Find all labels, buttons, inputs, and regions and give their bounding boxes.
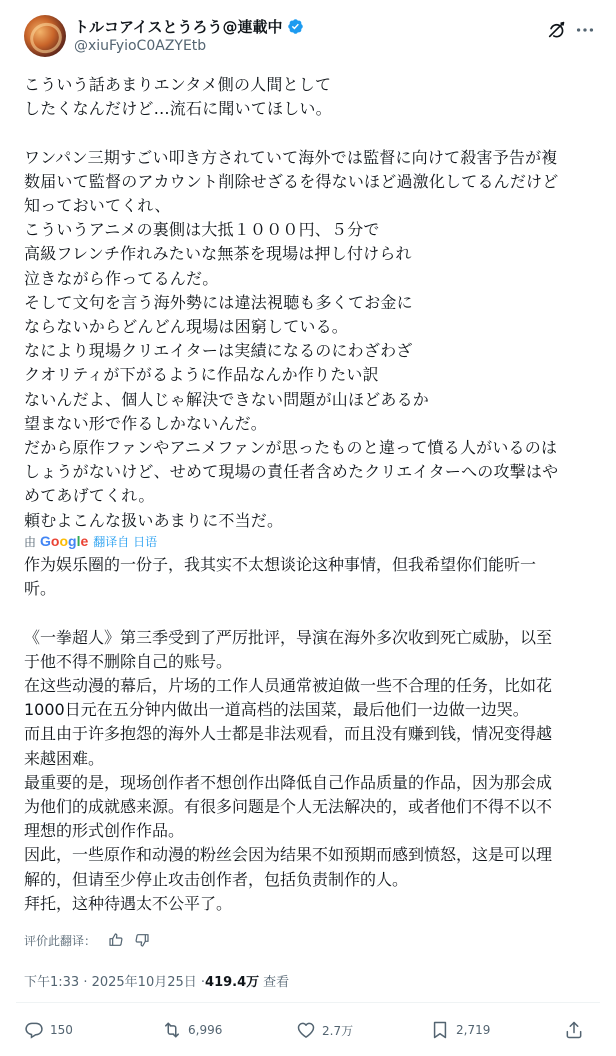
tweet-meta [24,971,289,989]
google-logo: Google [40,533,89,549]
thumbs-down-icon[interactable] [134,932,150,948]
divider [16,1002,600,1003]
view-count: 419.4万 [205,974,260,990]
bookmark-button[interactable] [430,1016,490,1044]
repost-button[interactable] [162,1016,222,1044]
tweet-timestamp[interactable]: 下午1:33 · 2025年10月25日 · [24,974,206,990]
tweet-actions [24,1016,592,1044]
like-icon [296,1020,316,1040]
grok-icon[interactable] [546,19,568,41]
repost-icon [162,1020,182,1040]
rate-translation-label: 评价此翻译： [24,933,97,948]
translated-from-link[interactable]: 翻译自 日语 [93,534,158,549]
bookmark-icon [430,1020,450,1040]
tweet-original-text: こういう話あまりエンタメ側の人間として したくなんだけど…流石に聞いてほしい。 ワンパン三期すごい叩き方されていて海外では監督に向けて殺害予告が複 数届いて監督のアカウント削除せざるを得ないほど過激化してるんだけど 知っておいてくれ、 こういうアニメの裏側は大抵１０００円、５分で 高級フレンチ作れみたいな無茶を現場は押し付けられ 泣きながら作ってるんだ。 そして文句を言う海外勢には違法視聴も多くてお金に ならないからどんどん現場は困窮している。 なにより現場クリエイターは実績になるのにわざわざ クオリティが下がるように作品なんか作りたい訳 ないんだよ、個人じゃ解決できない問題が山ほどあるか 望まない形で作るしかないんだ。 だから原作ファンやアニメファンが思ったものと違って憤る人がいるのは しょうがないけど、せめて現場の責任者含めたクリエイターへの攻撃はや めてあげてくれ。 頼むよこんな扱いあまりに不当だ。 [24,75,559,530]
avatar[interactable] [24,15,66,57]
more-icon[interactable] [574,19,596,41]
reply-count: 150 [50,1023,73,1037]
reply-icon [24,1020,44,1040]
rate-translation-row [24,931,150,949]
share-icon [564,1020,584,1040]
like-count: 2.7万 [322,1023,354,1038]
repost-count: 6,996 [188,1023,223,1037]
author-display-name[interactable]: トルコアイスとうろう@連載中 [74,17,283,36]
translation-by-label: 由 [24,534,37,549]
tweet-header [24,15,596,61]
translation-attribution [24,532,161,550]
reply-button[interactable] [24,1016,73,1044]
name-row [74,16,304,36]
tweet-translated-text: 作为娱乐圈的一份子，我其实不太想谈论这种事情，但我希望你们能听一 听。 《一拳超人》第三季受到了严厉批评，导演在海外多次收到死亡威胁，以至 于他不得不删除自己的账号。 在这些动漫的幕后，片场的工作人员通常被迫做一些不合理的任务，比如花 1000日元在五分钟内做出一道高档的法国菜，最后他们一边做一边哭。 而且由于许多抱怨的海外人士都是非法观看，而且没有赚到钱，情况变得越 来越困难。 最重要的是，现场创作者不想创作出降低自己作品质量的作品，因为那会成 为他们的成就感来源。有很多问题是个人无法解决的，或者他们不得不以不 理想的形式创作作品。 因此，一些原作和动漫的粉丝会因为结果不如预期而感到愤怒，这是可以理 解的，但请至少停止攻击创作者，包括负责制作的人。 拜托，这种待遇太不公平了。 [24,555,553,913]
thumbs-up-icon[interactable] [108,932,124,948]
like-button[interactable] [296,1016,353,1044]
view-count-label: 查看 [263,974,290,990]
verified-badge-icon [287,18,304,35]
bookmark-count: 2,719 [456,1023,491,1037]
author-handle[interactable]: @xiuFyioC0AZYEtb [74,38,207,54]
share-button[interactable] [564,1016,584,1044]
